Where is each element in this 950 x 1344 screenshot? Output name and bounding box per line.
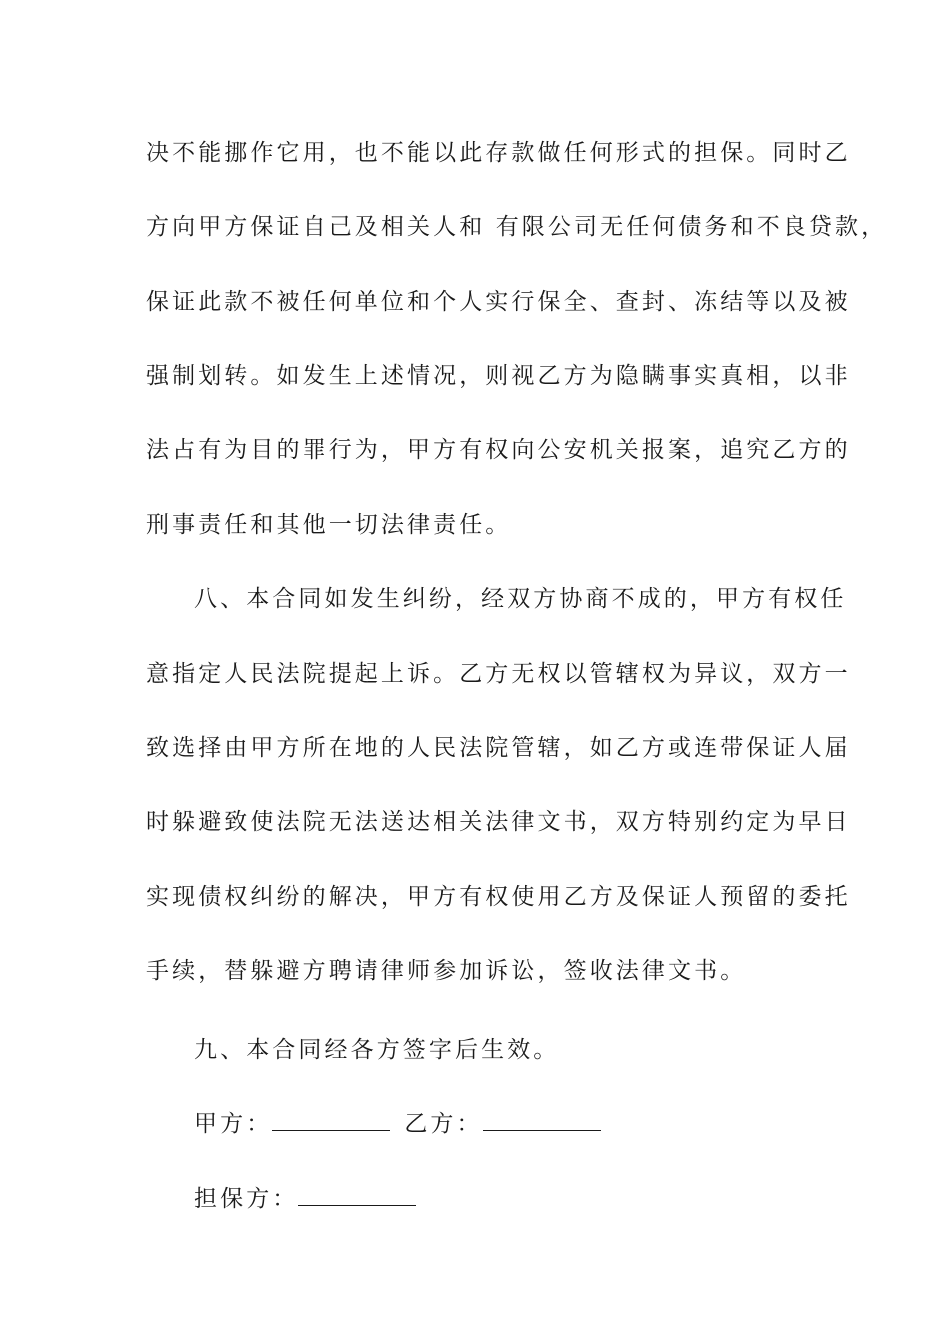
- party-b-signature-blank: [483, 1108, 601, 1131]
- paragraph-line: 手续，替躲避方聘请律师参加诉讼，签收法律文书。: [146, 958, 747, 984]
- clause-nine: 九、本合同经各方签字后生效。: [194, 1037, 560, 1063]
- party-a-label: 甲方：: [194, 1111, 273, 1137]
- clause-eight-first-line: 八、本合同如发生纠纷，经双方协商不成的，甲方有权任: [194, 586, 847, 612]
- paragraph-line: 刑事责任和其他一切法律责任。: [146, 512, 512, 538]
- guarantor-signature-row: [194, 1183, 430, 1214]
- paragraph-line: 致选择由甲方所在地的人民法院管辖，如乙方或连带保证人届: [146, 735, 851, 761]
- party-b-label: 乙方：: [404, 1111, 483, 1137]
- guarantor-signature-blank: [298, 1183, 416, 1206]
- paragraph-line: 保证此款不被任何单位和个人实行保全、查封、冻结等以及被: [146, 289, 851, 315]
- party-a-signature-blank: [272, 1108, 390, 1131]
- paragraph-line: 时躲避致使法院无法送达相关法律文书，双方特别约定为早日: [146, 809, 851, 835]
- guarantor-label: 担保方：: [194, 1186, 299, 1212]
- paragraph-line: 意指定人民法院提起上诉。乙方无权以管辖权为异议，双方一: [146, 661, 851, 687]
- paragraph-line: 决不能挪作它用，也不能以此存款做任何形式的担保。同时乙: [146, 140, 851, 166]
- paragraph-line: 强制划转。如发生上述情况，则视乙方为隐瞒事实真相，以非: [146, 363, 851, 389]
- paragraph-line: 方向甲方保证自己及相关人和 有限公司无任何债务和不良贷款，: [146, 214, 888, 240]
- party-signature-row: [194, 1108, 615, 1139]
- paragraph-line: 实现债权纠纷的解决，甲方有权使用乙方及保证人预留的委托: [146, 884, 851, 910]
- paragraph-line: 法占有为目的罪行为，甲方有权向公安机关报案，追究乙方的: [146, 437, 851, 463]
